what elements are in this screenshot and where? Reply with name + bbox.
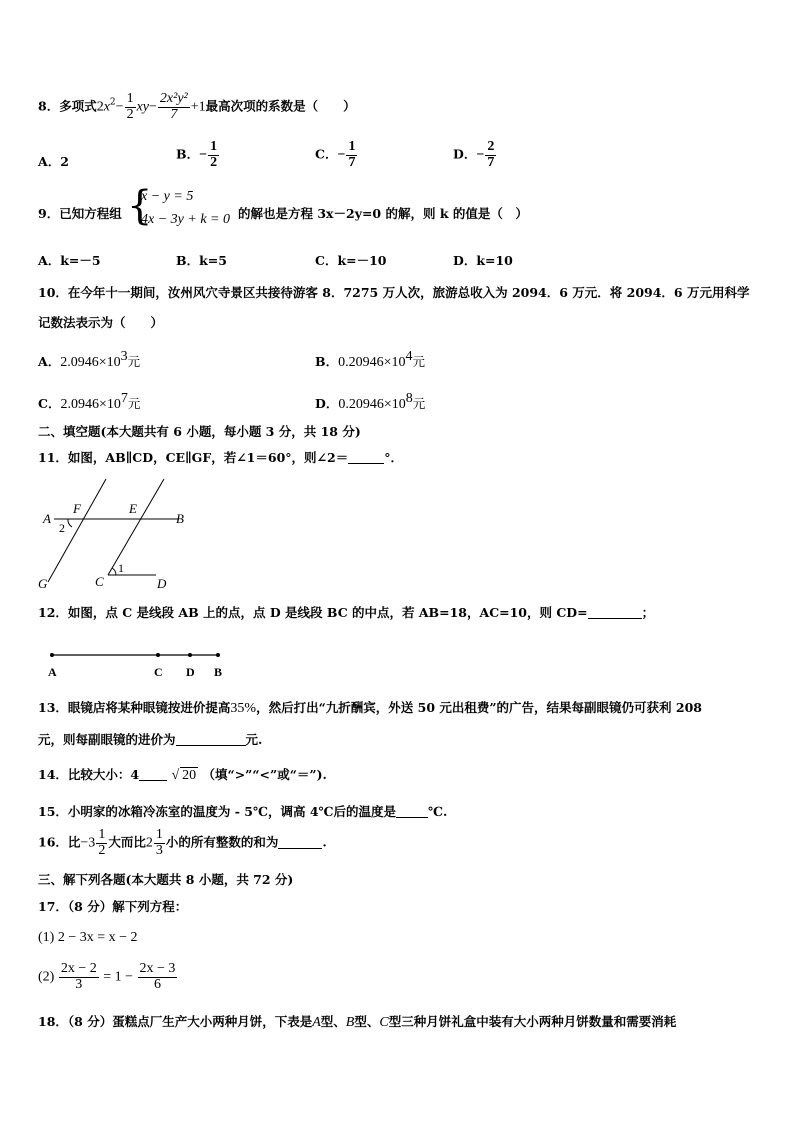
- label-b: B: [176, 511, 184, 526]
- q8-suffix: 最高次项的系数是（ ）: [205, 98, 356, 114]
- q8-term1-var: x: [103, 99, 110, 115]
- q12-answer-blank[interactable]: [588, 618, 642, 619]
- q8-option-a[interactable]: A．2: [38, 154, 69, 169]
- q8-frac1: $\frac{1}{2}$: [126, 91, 134, 122]
- q8-option-d[interactable]: D．− $\frac{2}{7}$: [453, 139, 495, 170]
- label-c: C: [95, 574, 104, 589]
- q9-option-b[interactable]: B．k=5: [176, 253, 227, 268]
- point-a: [50, 653, 54, 657]
- angle-1-arc: [112, 568, 116, 575]
- q8-plus-one: +1: [190, 99, 206, 115]
- q9-equation-2: 4x − 3y + k = 0: [141, 212, 230, 227]
- point-b: [216, 653, 220, 657]
- q9-option-a[interactable]: A．k=－5: [38, 253, 101, 268]
- question-11: 11．如图，AB∥CD，CE∥GF，若∠1＝60°，则∠2＝ °．: [38, 450, 403, 465]
- label-b: B: [214, 665, 223, 679]
- q13-line-1: 13．眼镜店将某种眼镜按进价提高35%，然后打出“九折酬宾，外送 50 元出租费”的广告，结果每副眼镜仍可获利 208: [38, 700, 703, 716]
- q10-option-b[interactable]: B．$0.20946\times 10^4$元: [315, 349, 425, 370]
- point-c: [156, 653, 160, 657]
- label-e: E: [129, 501, 137, 516]
- question-14: 14．比较大小：4 √ 20 （填“>”“<”或“＝”).: [38, 767, 327, 783]
- section-2-heading: 二、填空题(本大题共有 6 小题，每小题 3 分，共 18 分): [38, 424, 361, 439]
- q9-option-d[interactable]: D．k=10: [453, 253, 513, 268]
- q8-prefix: 8．多项式: [38, 98, 97, 114]
- q8-option-b[interactable]: B．− $\frac{1}{2}$: [176, 139, 218, 170]
- question-8: [38, 92, 356, 122]
- q8-frac2: $\frac{\text{2x²y²}}{7}$: [159, 91, 188, 122]
- q10-option-a[interactable]: A．$2.0946\times 10^3$元: [38, 349, 141, 370]
- q10-line-2: 记数法表示为（ ）: [38, 315, 164, 330]
- question-15: 15．小明家的冰箱冷冻室的温度为 - 5℃，调高 4℃后的温度是 ℃.: [38, 804, 448, 819]
- q9-suffix: 的解也是方程 3x－2y=0 的解，则 k 的值是（ ）: [238, 206, 528, 221]
- question-16: 16．比−3 $\frac{1}{2}$ 大而比2 $\frac{1}{3}$ 小的所有整数的和为 .: [38, 827, 327, 858]
- q17-title: 17．（8 分）解下列方程：: [38, 899, 188, 914]
- q9-system-brace: {: [127, 183, 153, 229]
- q9-prefix: 9．已知方程组: [38, 206, 122, 221]
- q8-term1-coef: 2: [96, 99, 104, 115]
- q9-option-c[interactable]: C．k=－10: [315, 253, 387, 268]
- q13-answer-blank[interactable]: [176, 745, 246, 746]
- label-f: F: [73, 501, 81, 516]
- question-12: 12．如图，点 C 是线段 AB 上的点，点 D 是线段 BC 的中点，若 AB=18，AC=10，则 CD= ；: [38, 605, 655, 620]
- label-d: D: [157, 576, 167, 591]
- q13-line-2: 元，则每副眼镜的进价为 元.: [38, 732, 263, 747]
- q8-term2-var: xy: [136, 99, 149, 115]
- line-ce: [108, 479, 164, 575]
- point-d: [188, 653, 192, 657]
- label-1: 1: [118, 561, 124, 575]
- q10-line-1: 10．在今年十一期间，汝州风穴寺景区共接待游客 8．7275 万人次，旅游总收入为 2094．6 万元．将 2094．6 万元用科学: [38, 285, 750, 300]
- q8-term1-exp: 2: [109, 97, 116, 108]
- q8-minus1: −: [115, 99, 124, 115]
- q15-answer-blank[interactable]: [396, 817, 428, 818]
- q11-answer-blank[interactable]: [348, 463, 384, 464]
- label-2: 2: [59, 521, 65, 535]
- q10-option-c[interactable]: C．$2.0946\times 10^7$元: [38, 391, 141, 412]
- q12-figure: [42, 648, 242, 682]
- q9-equation-1: x − y = 5: [141, 189, 194, 204]
- q17-equation-2: (2) $\frac{2x - 2}{3}$ = 1 − $\frac{2x - 3}{6}$: [38, 961, 176, 992]
- label-a: A: [43, 511, 51, 526]
- q10-option-d[interactable]: D．$0.20946\times 10^8$元: [315, 391, 426, 412]
- angle-2-arc: [68, 519, 72, 527]
- q8-minus2: −: [149, 99, 157, 115]
- label-d: D: [186, 665, 195, 679]
- section-3-heading: 三、解下列各题(本大题共 8 小题，共 72 分): [38, 872, 294, 887]
- label-c: C: [154, 665, 163, 679]
- question-18: 18．（8 分）蛋糕点厂生产大小两种月饼，下表是A型、B型、C型三种月饼礼盒中装有大小两种月饼数量和需要消耗: [38, 1014, 677, 1030]
- q16-answer-blank[interactable]: [278, 848, 322, 849]
- q14-answer-blank[interactable]: [139, 780, 167, 781]
- label-g: G: [38, 576, 48, 591]
- q14-sqrt: 20: [182, 768, 197, 783]
- q11-figure: [36, 474, 236, 594]
- q17-equation-1: (1) 2 − 3x = x − 2: [38, 930, 138, 945]
- label-a: A: [48, 665, 57, 679]
- line-gf: [48, 479, 106, 582]
- q8-option-c[interactable]: C．− $\frac{1}{7}$: [315, 139, 356, 170]
